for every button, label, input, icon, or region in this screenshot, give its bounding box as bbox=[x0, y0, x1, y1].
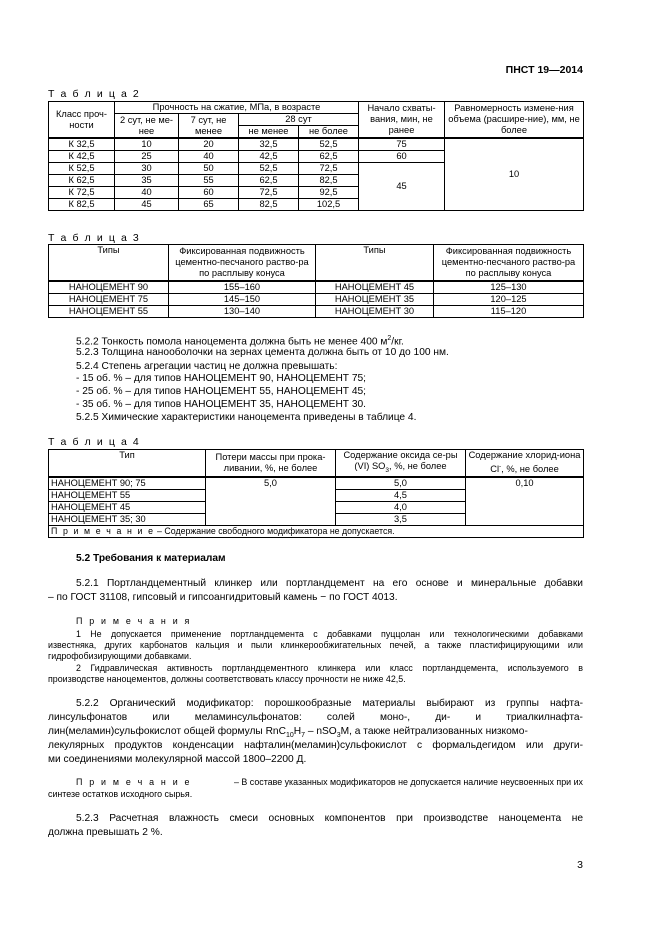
paragraph-5-2-2-line: линсульфонатов или меламинсульфонатов: солей моно-, ди- и триалкилнафта- bbox=[48, 712, 583, 723]
paragraph-5-2-3: 5.2.3 Толщина нанооболочки на зернах цемента должна быть от 10 до 100 нм. bbox=[76, 347, 449, 358]
header-28-min: не менее bbox=[239, 126, 299, 139]
note-1-line: гидрофобизирующими добавками. bbox=[48, 651, 192, 661]
value-cell: 52,5 bbox=[299, 138, 359, 151]
header-7-days: 7 сут, не менее bbox=[179, 114, 239, 139]
value-cell: 35 bbox=[115, 175, 179, 187]
table4-note: П р и м е ч а н и е – Содержание свободного модификатора не допускается. bbox=[49, 525, 584, 537]
paragraph-5-2-2-line: лекулярных продуктов конденсации нафталин(меламин)сульфокислот с формальдегидом или други- bbox=[48, 740, 583, 751]
note-2-line: 2 Гидравлическая активность портландцементного клинкера или класс портландцемента, используемого в bbox=[76, 663, 583, 673]
paragraph-5-2-2: 5.2.2 Тонкость помола наноцемента должна быть не менее 400 $м^2/кг$. bbox=[76, 335, 404, 348]
chloride-cell: 0,10 bbox=[466, 477, 584, 526]
value-cell: 65 bbox=[179, 199, 239, 211]
note-line: П р и м е ч а н и е – В составе указанных модификаторов не допускается наличие неусвоенных при их bbox=[76, 777, 583, 787]
so3-cell: 5,0 bbox=[336, 477, 466, 490]
header-so3-content: Содержание оксида се-ры (VI) $SO_3$, %, не более bbox=[336, 450, 466, 477]
header-mobility: Фиксированная подвижность цементно-песчаного раство-ра по расплыву конуса bbox=[169, 245, 316, 281]
value-cell: 20 bbox=[179, 138, 239, 151]
table3 bbox=[48, 244, 584, 318]
value-cell: 92,5 bbox=[299, 187, 359, 199]
header-type: Типы bbox=[49, 245, 169, 281]
header-28-max: не более bbox=[299, 126, 359, 139]
header-type: Тип bbox=[49, 450, 206, 477]
value-cell: 52,5 bbox=[239, 163, 299, 175]
list-item: - 25 об. % – для типов НАНОЦЕМЕНТ 55, НАНОЦЕМЕНТ 45; bbox=[76, 386, 367, 397]
value-cell: 82,5 bbox=[239, 199, 299, 211]
type-cell: НАНОЦЕМЕНТ 55 bbox=[49, 305, 169, 317]
note-2-line: производстве наноцементов, должны соответствовать классу прочности не ниже 42,5. bbox=[48, 674, 406, 684]
value-cell: 55 bbox=[179, 175, 239, 187]
list-item: - 15 об. % – для типов НАНОЦЕМЕНТ 90, НАНОЦЕМЕНТ 75; bbox=[76, 373, 367, 384]
value-cell: 82,5 bbox=[299, 175, 359, 187]
page-number: 3 bbox=[577, 859, 583, 871]
mass-loss-cell: 5,0 bbox=[206, 477, 336, 526]
type-cell: НАНОЦЕМЕНТ 90; 75 bbox=[49, 477, 206, 490]
uniformity-cell: 10 bbox=[445, 138, 584, 211]
value-cell: 45 bbox=[115, 199, 179, 211]
value-cell: 50 bbox=[179, 163, 239, 175]
value-cell: 62,5 bbox=[239, 175, 299, 187]
type-cell: НАНОЦЕМЕНТ 55 bbox=[49, 489, 206, 501]
mobility-cell: 155–160 bbox=[169, 281, 316, 294]
header-volume-uniformity: Равномерность измене-ния объема (расшире-ние), мм, не более bbox=[445, 102, 584, 139]
list-item: - 35 об. % – для типов НАНОЦЕМЕНТ 35, НАНОЦЕМЕНТ 30. bbox=[76, 399, 367, 410]
table2 bbox=[48, 101, 584, 211]
class-cell: К 42,5 bbox=[49, 151, 115, 163]
mobility-cell: 125–130 bbox=[434, 281, 584, 294]
type-cell: НАНОЦЕМЕНТ 75 bbox=[49, 293, 169, 305]
type-cell: НАНОЦЕМЕНТ 35; 30 bbox=[49, 513, 206, 525]
so3-cell: 3,5 bbox=[336, 513, 466, 525]
header-type: Типы bbox=[316, 245, 434, 281]
notes-label: П р и м е ч а н и я bbox=[76, 616, 192, 626]
value-cell: 102,5 bbox=[299, 199, 359, 211]
value-cell: 40 bbox=[179, 151, 239, 163]
paragraph-5-2-3-line: 5.2.3 Расчетная влажность смеси основных компонентов при производстве наноцемента не bbox=[76, 813, 583, 824]
type-cell: НАНОЦЕМЕНТ 30 bbox=[316, 305, 434, 317]
class-cell: К 62,5 bbox=[49, 175, 115, 187]
so3-cell: 4,5 bbox=[336, 489, 466, 501]
value-cell: 72,5 bbox=[239, 187, 299, 199]
paragraph-5-2-2-line: 5.2.2 Органический модификатор: порошкообразные материалы выбирают из группы нафта- bbox=[76, 698, 583, 709]
type-cell: НАНОЦЕМЕНТ 45 bbox=[316, 281, 434, 294]
table4 bbox=[48, 449, 584, 538]
note-1-line: известняка, других карбонатов кальция и пыли клинкерообжигательных печей, а также пластифицирующими или bbox=[48, 640, 583, 650]
class-cell: К 52,5 bbox=[49, 163, 115, 175]
paragraph-5-2-3-line: должна превышать 2 %. bbox=[48, 827, 163, 838]
header-28-days: 28 сут bbox=[239, 114, 359, 126]
type-cell: НАНОЦЕМЕНТ 35 bbox=[316, 293, 434, 305]
type-cell: НАНОЦЕМЕНТ 90 bbox=[49, 281, 169, 294]
value-cell: 40 bbox=[115, 187, 179, 199]
value-cell: 10 bbox=[115, 138, 179, 151]
paragraph-5-2-2-line: лин(меламин)сульфокислот общей формулы $RnC_{10}H_7 - nSO_3M$, а также нейтрализованных низкомо- bbox=[48, 726, 528, 740]
class-cell: К 32,5 bbox=[49, 138, 115, 151]
paragraph-5-2-1-line: – по ГОСТ 31108, гипсовый и гипсоангидритовый камень − по ГОСТ 4013. bbox=[48, 592, 398, 603]
setting-time-cell: 45 bbox=[359, 163, 445, 211]
header-setting-time: Начало схваты-вания, мин, не ранее bbox=[359, 102, 445, 139]
header-compressive-strength: Прочность на сжатие, МПа, в возрасте bbox=[115, 102, 359, 114]
table4-caption: Т а б л и ц а 4 bbox=[48, 436, 141, 448]
setting-time-cell: 60 bbox=[359, 151, 445, 163]
mobility-cell: 120–125 bbox=[434, 293, 584, 305]
mobility-cell: 145–150 bbox=[169, 293, 316, 305]
value-cell: 42,5 bbox=[239, 151, 299, 163]
paragraph-5-2-4: 5.2.4 Степень агрегации частиц не должна превышать: bbox=[76, 361, 338, 372]
so3-cell: 4,0 bbox=[336, 501, 466, 513]
paragraph-5-2-2-line: ми соединениями молекулярной массой 1800–2200 Д. bbox=[48, 754, 307, 765]
note-1-line: 1 Не допускается применение портландцемента с добавками пуццолан или технологическими добавками bbox=[76, 629, 583, 639]
value-cell: 60 bbox=[179, 187, 239, 199]
header-2-days: 2 сут, не ме-нее bbox=[115, 114, 179, 139]
header-strength-class: Класс проч-ности bbox=[49, 102, 115, 139]
value-cell: 32,5 bbox=[239, 138, 299, 151]
paragraph-5-2-1-line: 5.2.1 Портландцементный клинкер или портландцемент на его основе и минеральные добавки bbox=[76, 578, 583, 589]
note-line: синтезе остатков исходного сырья. bbox=[48, 789, 193, 799]
value-cell: 72,5 bbox=[299, 163, 359, 175]
paragraph-5-2-5: 5.2.5 Химические характеристики наноцемента приведены в таблице 4. bbox=[76, 412, 417, 423]
header-chloride-content: Содержание хлорид-иона Cl-, %, не более bbox=[466, 450, 584, 477]
value-cell: 30 bbox=[115, 163, 179, 175]
header-mass-loss: Потери массы при прока-ливании, %, не более bbox=[206, 450, 336, 477]
table3-caption: Т а б л и ц а 3 bbox=[48, 232, 141, 244]
setting-time-cell: 75 bbox=[359, 138, 445, 151]
class-cell: К 82,5 bbox=[49, 199, 115, 211]
table2-caption: Т а б л и ц а 2 bbox=[48, 88, 141, 100]
mobility-cell: 130–140 bbox=[169, 305, 316, 317]
value-cell: 25 bbox=[115, 151, 179, 163]
class-cell: К 72,5 bbox=[49, 187, 115, 199]
value-cell: 62,5 bbox=[299, 151, 359, 163]
type-cell: НАНОЦЕМЕНТ 45 bbox=[49, 501, 206, 513]
section-title: 5.2 Требования к материалам bbox=[76, 553, 226, 564]
header-mobility: Фиксированная подвижность цементно-песчаного раство-ра по расплыву конуса bbox=[434, 245, 584, 281]
document-code: ПНСТ 19—2014 bbox=[505, 64, 583, 76]
mobility-cell: 115–120 bbox=[434, 305, 584, 317]
